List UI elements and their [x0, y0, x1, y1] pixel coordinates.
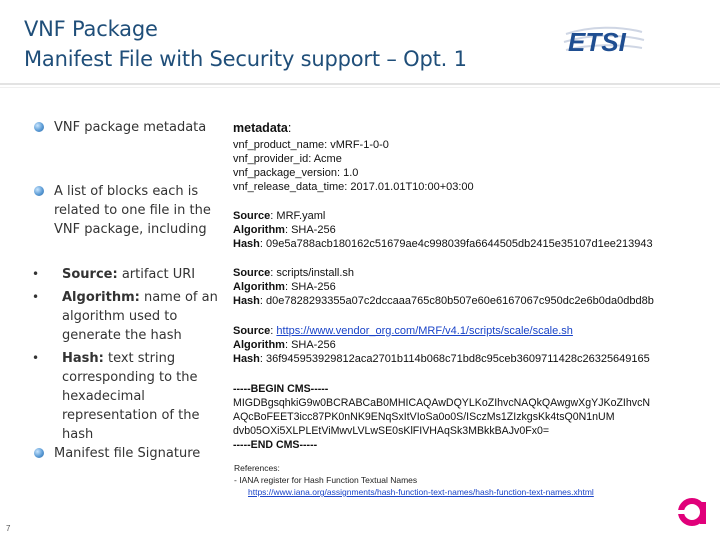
- source-key: Source: [233, 210, 271, 222]
- references-heading: References:: [234, 463, 280, 473]
- cms-line: MIGDBgsqhkiG9w0BCRABCaB0MHICAQAwDQYLKoZIhvcNAQkQAwgwXgYJKoZIhvcN: [233, 397, 651, 409]
- bullet-text: A list of blocks each is related to one file in the VNF package, including: [54, 184, 211, 237]
- algorithm-value: : SHA-256: [284, 339, 336, 351]
- sub-bullet-icon: •: [32, 290, 40, 304]
- metadata-line: vnf_package_version: 1.0: [233, 167, 359, 179]
- algorithm-key: Algorithm: [233, 224, 285, 236]
- source-value: : MRF.yaml: [270, 210, 326, 222]
- metadata-heading: [233, 121, 713, 135]
- sub-bullet-hash: [26, 349, 222, 444]
- algorithm-value: : SHA-256: [284, 281, 336, 293]
- metadata-line: vnf_provider_id: Acme: [233, 153, 342, 165]
- reference-bullet: -: [234, 475, 240, 485]
- cms-line: dvb05OXi5XLPLEtViMwvLVLwSE0sKlFIVHAqSk3MBkkBAJv0Fx0=: [233, 425, 550, 437]
- slide-title: [24, 14, 544, 74]
- metadata-heading-key: metadata: [233, 121, 288, 135]
- metadata-block: [233, 121, 713, 194]
- block-source: [233, 324, 713, 338]
- bullet-text: Manifest file Signature: [54, 446, 201, 461]
- bullet-icon: [34, 448, 44, 458]
- algorithm-key: Algorithm: [233, 339, 285, 351]
- algorithm-key: Algorithm: [233, 281, 285, 293]
- algorithm-value: : SHA-256: [284, 224, 336, 236]
- hash-key: Hash: [233, 295, 260, 307]
- hash-value: : d0e7828293355a07c2dccaaa765c80b507e60e6167067c950dc2e6b0da0dbd8b: [259, 295, 654, 307]
- source-value: : scripts/install.sh: [270, 267, 355, 279]
- file-block-1: [233, 209, 713, 251]
- file-block-3: [233, 324, 713, 366]
- header-divider-light: [0, 87, 720, 88]
- header-divider: [0, 83, 720, 85]
- etsi-logo-text: ETSI: [568, 27, 626, 57]
- block-source: [233, 209, 713, 223]
- sub-bullet-key: Algorithm:: [62, 290, 140, 305]
- hash-key: Hash: [233, 238, 260, 250]
- cms-end: -----END CMS-----: [233, 439, 318, 451]
- source-key: Source: [233, 325, 271, 337]
- block-algorithm: [233, 338, 713, 352]
- source-key: Source: [233, 267, 271, 279]
- block-algorithm: [233, 280, 713, 294]
- sub-bullet-value: text string corresponding to the hexadecimal representation of the hash: [62, 351, 200, 442]
- block-source: [233, 266, 713, 280]
- source-separator: :: [270, 325, 277, 337]
- block-hash: [233, 294, 713, 308]
- sub-bullet-key: Hash:: [62, 351, 104, 366]
- sub-bullet-source: [26, 265, 222, 284]
- reference-link-row: [234, 486, 704, 498]
- bullet-manifest-signature: [26, 444, 224, 463]
- cms-signature: [233, 382, 713, 452]
- block-algorithm: [233, 223, 713, 237]
- block-hash: [233, 352, 713, 366]
- slide-title-line1: VNF Package: [24, 17, 158, 41]
- reference-item: [234, 474, 704, 486]
- file-block-2: [233, 266, 713, 308]
- sub-bullet-value: name of an algorithm used to generate the hash: [62, 290, 218, 343]
- source-link[interactable]: https://www.vendor_org.com/MRF/v4.1/scripts/scale/scale.sh: [276, 325, 573, 337]
- sub-bullet-value: artifact URI: [117, 267, 196, 282]
- brand-corner-icon: [674, 492, 714, 532]
- bullet-icon: [34, 186, 44, 196]
- metadata-line: vnf_release_data_time: 2017.01.01T10:00+03:00: [233, 181, 474, 193]
- cms-line: AQcBoFEET3icc87PK0nNK9ENqSxItVIoSa0o0S/ISczMs1ZIzkgsKk4tsQ0N1nUM: [233, 411, 615, 423]
- metadata-heading-colon: :: [287, 121, 292, 135]
- sub-bullet-icon: •: [32, 351, 40, 365]
- sub-bullet-key: Source:: [62, 267, 118, 282]
- cms-begin: -----BEGIN CMS-----: [233, 383, 329, 395]
- bullet-text: VNF package metadata: [54, 120, 207, 135]
- references: [234, 462, 704, 498]
- page-number: 7: [6, 524, 11, 533]
- block-hash: [233, 237, 713, 251]
- sub-bullet-algorithm: [26, 288, 222, 345]
- reference-text: IANA register for Hash Function Textual Names: [239, 475, 418, 485]
- hash-key: Hash: [233, 353, 260, 365]
- hash-value: : 09e5a788acb180162c51679ae4c998039fa6644505db2415e35107d1ee213943: [259, 238, 653, 250]
- sub-bullet-icon: •: [32, 267, 40, 281]
- metadata-line: vnf_product_name: vMRF-1-0-0: [233, 139, 389, 151]
- bullet-vnf-package-metadata: [26, 118, 224, 137]
- hash-value: : 36f945953929812aca2701b114b068c71bd8c95ceb3609711428c26325649165: [259, 353, 650, 365]
- slide-title-line2: Manifest File with Security support – Opt. 1: [24, 47, 467, 71]
- bullet-list-of-blocks: [26, 182, 224, 239]
- bullet-icon: [34, 122, 44, 132]
- reference-link[interactable]: https://www.iana.org/assignments/hash-function-text-names/hash-function-text-names.xhtml: [248, 487, 594, 497]
- etsi-logo: [560, 24, 700, 60]
